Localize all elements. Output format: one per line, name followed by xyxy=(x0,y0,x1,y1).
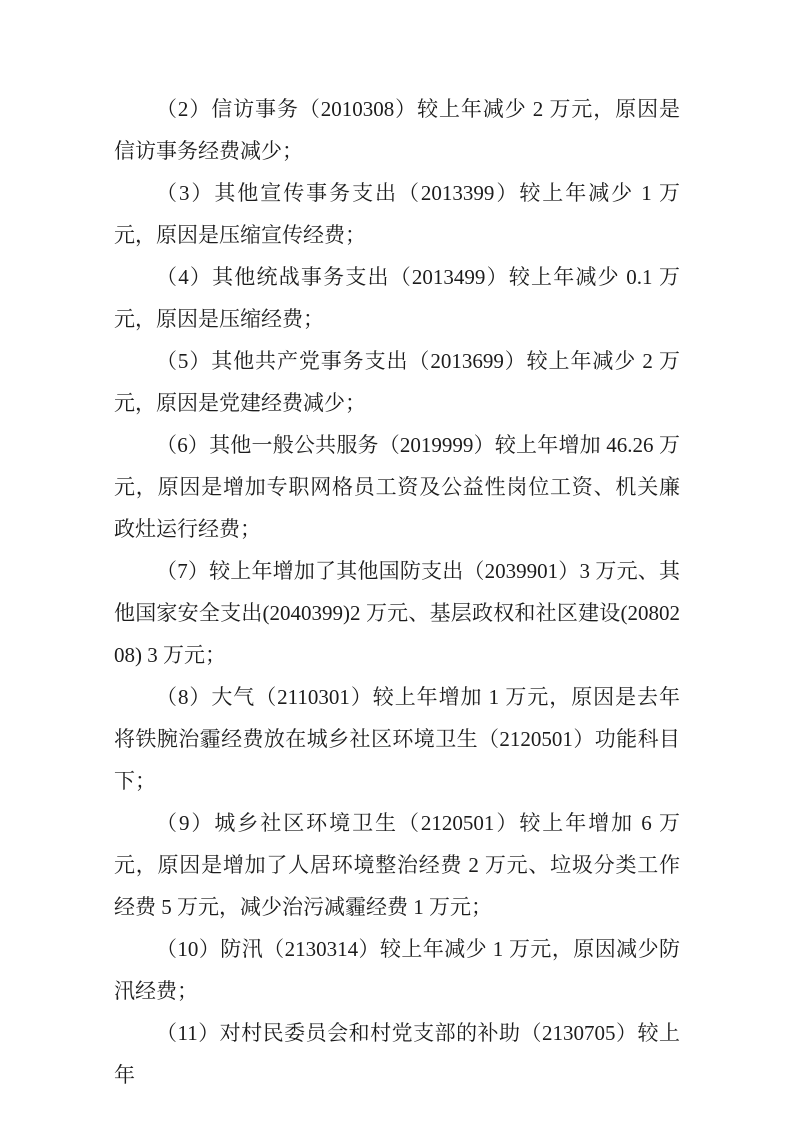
paragraph: （3）其他宣传事务支出（2013399）较上年减少 1 万元，原因是压缩宣传经费； xyxy=(114,181,680,247)
paragraph: （7）较上年增加了其他国防支出（2039901）3 万元、其他国家安全支出(2040399)2 万元、基层政权和社区建设(2080208) 3 万元； xyxy=(114,559,680,667)
paragraph: （5）其他共产党事务支出（2013699）较上年减少 2 万元，原因是党建经费减少； xyxy=(114,349,680,415)
paragraph: （11）对村民委员会和村党支部的补助（2130705）较上年 xyxy=(114,1021,680,1087)
paragraph: （4）其他统战事务支出（2013499）较上年减少 0.1 万元，原因是压缩经费； xyxy=(114,265,680,331)
paragraph: （2）信访事务（2010308）较上年减少 2 万元，原因是信访事务经费减少； xyxy=(114,97,680,163)
paragraph: （6）其他一般公共服务（2019999）较上年增加 46.26 万元，原因是增加专职网格员工资及公益性岗位工资、机关廉政灶运行经费； xyxy=(114,433,680,541)
document-body xyxy=(114,88,680,1096)
paragraph: （9）城乡社区环境卫生（2120501）较上年增加 6 万元，原因是增加了人居环境整治经费 2 万元、垃圾分类工作经费 5 万元，减少治污减霾经费 1 万元； xyxy=(114,811,680,919)
paragraph: （10）防汛（2130314）较上年减少 1 万元，原因减少防汛经费； xyxy=(114,937,680,1003)
paragraph: （8）大气（2110301）较上年增加 1 万元，原因是去年将铁腕治霾经费放在城乡社区环境卫生（2120501）功能科目下； xyxy=(114,685,680,793)
